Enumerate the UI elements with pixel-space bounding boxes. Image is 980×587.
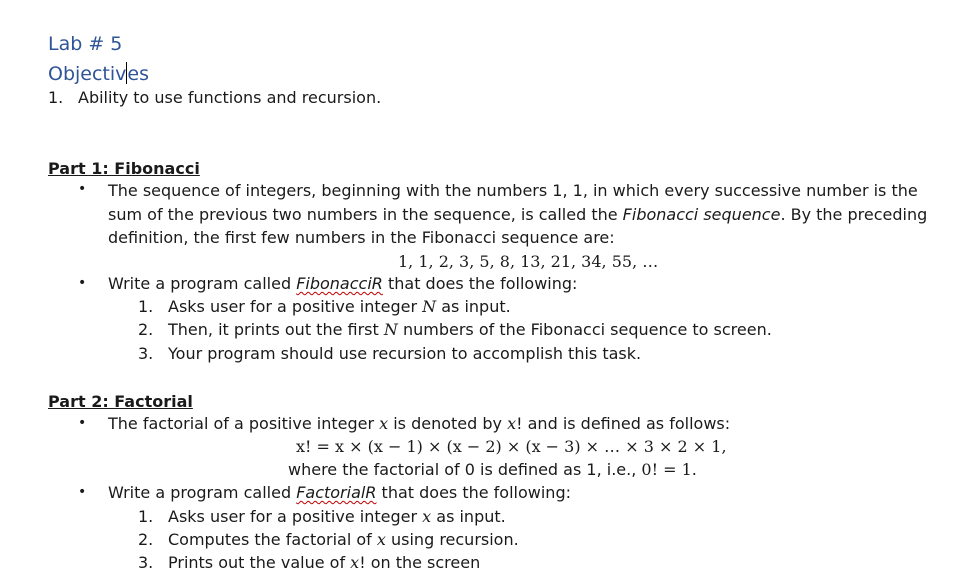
step-text: Then, it prints out the first <box>168 320 384 339</box>
math-var-x: x <box>376 530 386 549</box>
text-span: where the factorial of 0 is defined as 1, i.e., <box>288 460 642 479</box>
step-text: as input. <box>436 297 511 316</box>
program-name-factorialr: FactorialR <box>296 483 377 502</box>
bullet2-suffix: that does the following: <box>376 483 571 502</box>
step-number: 2. <box>138 320 154 339</box>
program-name-fibonaccir: FibonacciR <box>296 274 383 293</box>
step-text: numbers of the Fibonacci sequence to screen. <box>397 320 772 339</box>
line2-suffix: . By the preceding <box>780 205 928 224</box>
step-text: Asks user for a positive integer <box>168 297 423 316</box>
objectives-heading-part2: es <box>127 63 149 85</box>
part1-bullet2 <box>108 274 577 294</box>
step-text: ! on the screen <box>359 553 481 572</box>
zero-factorial-math: 0! = 1. <box>641 460 697 479</box>
math-var-n: N <box>422 297 437 316</box>
part2-bullet2 <box>108 483 571 503</box>
text-span: ! and is defined as follows: <box>516 414 731 433</box>
part2-step3 <box>168 553 480 573</box>
math-var-n: N <box>383 320 398 339</box>
fibonacci-sequence-equation: 1, 1, 2, 3, 5, 8, 13, 21, 34, 55, … <box>398 252 659 271</box>
bullet-icon: • <box>78 484 87 500</box>
page-title: Lab # 5 <box>48 33 123 55</box>
part1-step2 <box>168 320 772 340</box>
step-text: Prints out the value of <box>168 553 351 572</box>
step-text: as input. <box>431 507 506 526</box>
part1-step1 <box>168 297 511 317</box>
objectives-heading-part1: Objectiv <box>48 63 127 85</box>
step-number: 1. <box>138 507 154 526</box>
text-span: The factorial of a positive integer <box>108 414 380 433</box>
part1-heading: Part 1: Fibonacci <box>48 159 200 178</box>
text-span: is denoted by <box>388 414 508 433</box>
step-text: Asks user for a positive integer <box>168 507 423 526</box>
part1-step3: Your program should use recursion to accomplish this task. <box>168 344 642 363</box>
part2-step1 <box>168 507 506 527</box>
fibonacci-sequence-term: Fibonacci sequence <box>622 205 781 224</box>
part2-bullet1-line1 <box>108 414 730 434</box>
bullet-icon: • <box>78 181 87 197</box>
bullet2-prefix: Write a program called <box>108 483 297 502</box>
bullet2-suffix: that does the following: <box>382 274 578 293</box>
line2-prefix: sum of the previous two numbers in the sequence, is called the <box>108 205 623 224</box>
bullet2-prefix: Write a program called <box>108 274 297 293</box>
part1-bullet1-line3: definition, the first few numbers in the Fibonacci sequence are: <box>108 228 615 247</box>
part1-bullet1-line1: The sequence of integers, beginning with the numbers 1, 1, in which every successive number is the <box>108 181 918 200</box>
objective-number: 1. <box>48 88 64 107</box>
step-number: 2. <box>138 530 154 549</box>
math-var-x: x <box>350 553 360 572</box>
objectives-heading[interactable] <box>48 62 149 85</box>
math-var-x: x <box>422 507 432 526</box>
step-text: using recursion. <box>385 530 519 549</box>
part2-step2 <box>168 530 519 550</box>
step-number: 3. <box>138 553 154 572</box>
factorial-formula: x! = x × (x − 1) × (x − 2) × (x − 3) × … × 3 × 2 × 1, <box>296 437 727 456</box>
bullet-icon: • <box>78 415 87 431</box>
objective-text: Ability to use functions and recursion. <box>78 88 382 107</box>
factorial-zero-definition <box>288 460 697 480</box>
step-text: Computes the factorial of <box>168 530 377 549</box>
math-var-x: x <box>379 414 389 433</box>
bullet-icon: • <box>78 275 87 291</box>
math-var-x: x <box>507 414 517 433</box>
objective-item <box>48 88 63 108</box>
step-number: 3. <box>138 344 154 363</box>
part2-heading: Part 2: Factorial <box>48 392 193 411</box>
step-number: 1. <box>138 297 154 316</box>
part1-bullet1-line2 <box>108 205 927 225</box>
